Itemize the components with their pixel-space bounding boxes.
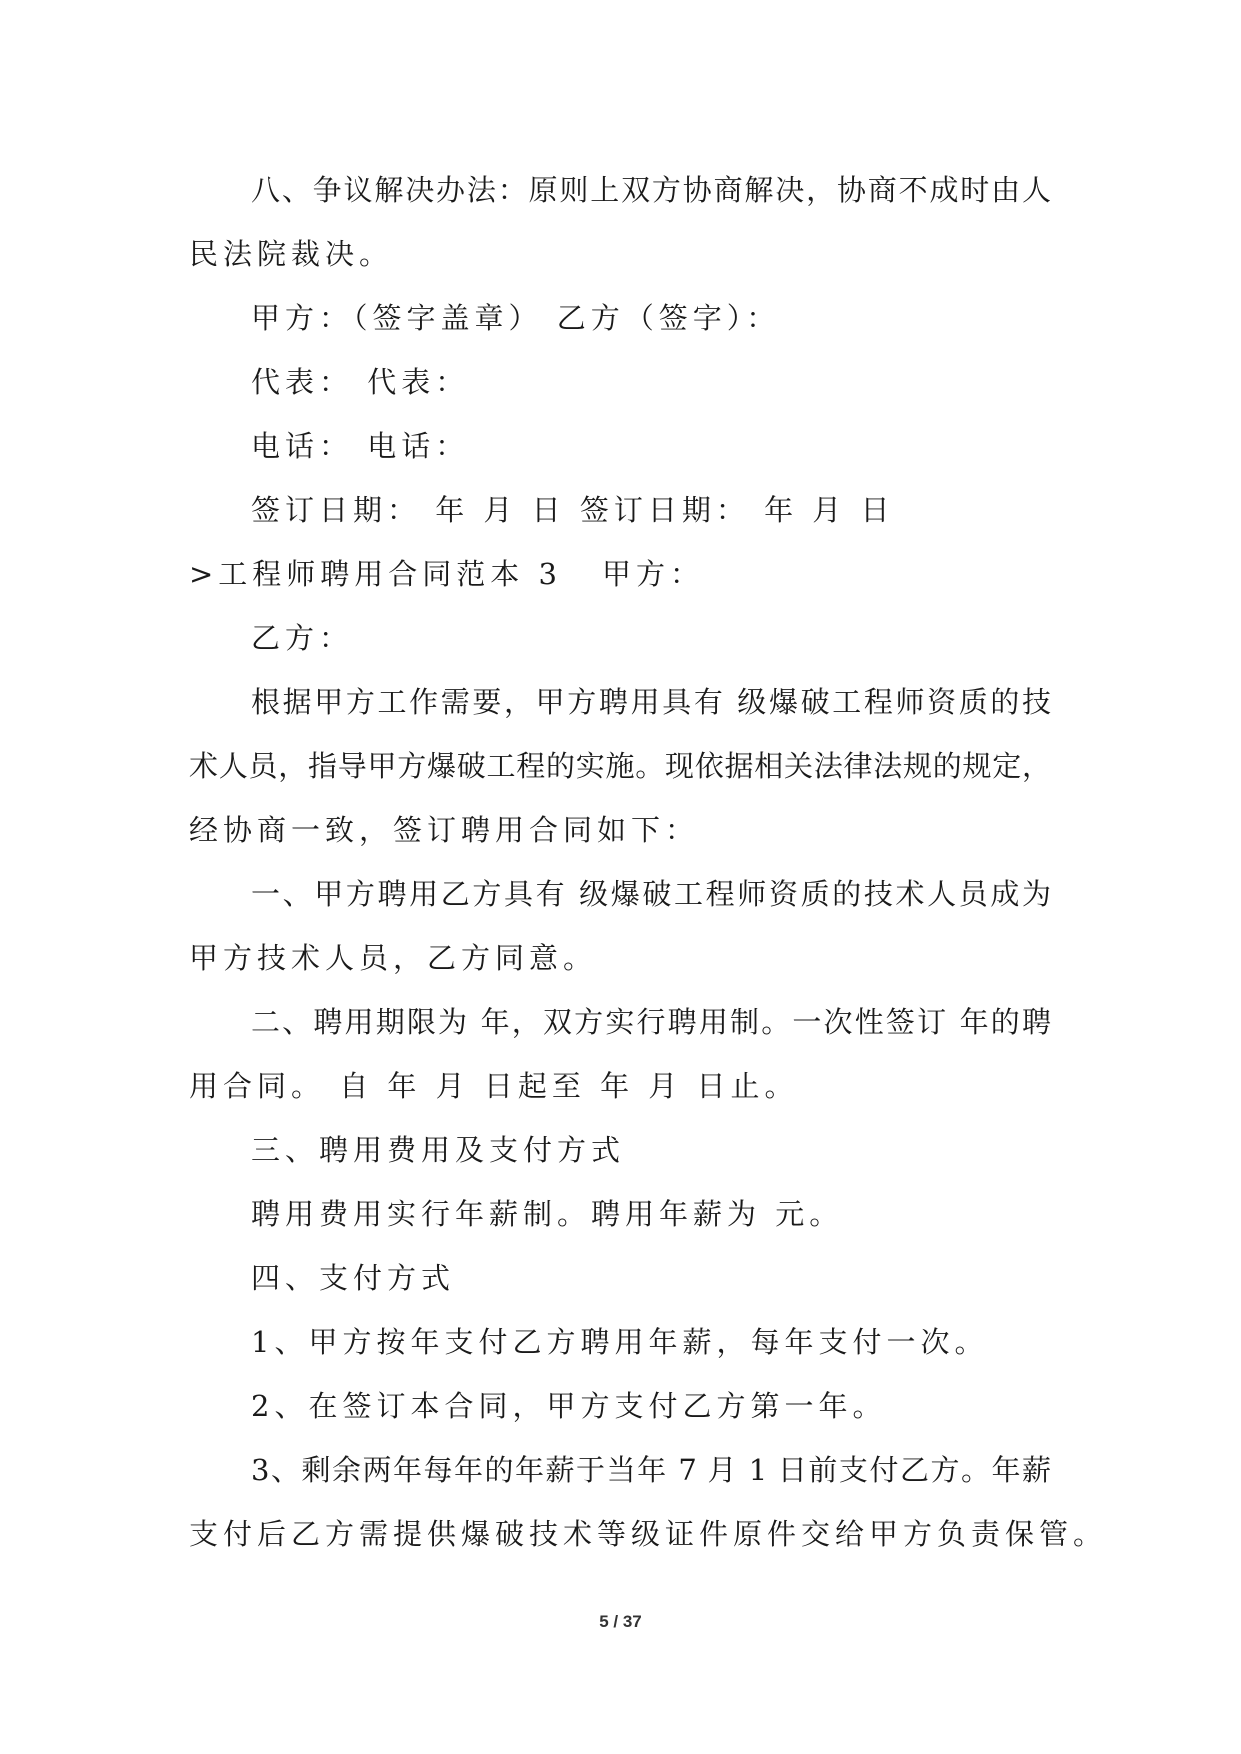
party-b-label: 乙方： bbox=[251, 621, 354, 655]
clause-line: 3、剩余两年每年的年薪于当年 7 月 1 日前支付乙方。年薪 bbox=[251, 1453, 1051, 1487]
paragraph-line: 经协商一致，签订聘用合同如下： bbox=[189, 813, 700, 847]
section-heading: 三、聘用费用及支付方式 bbox=[251, 1133, 626, 1167]
clause-line: 用合同。 自 年 月 日起至 年 月 日止。 bbox=[189, 1069, 799, 1103]
party-a-label: 甲方： bbox=[601, 557, 704, 591]
contract-heading-line bbox=[189, 542, 1051, 606]
section-heading: 四、支付方式 bbox=[251, 1261, 456, 1295]
clause-line: 2、在签订本合同，甲方支付乙方第一年。 bbox=[251, 1389, 887, 1423]
phone-line: 电话： 电话： bbox=[251, 429, 470, 463]
document-body bbox=[189, 158, 1108, 1566]
signing-date-line: 签订日期： 年 月 日 签订日期： 年 月 日 bbox=[251, 493, 895, 527]
clause-line: 甲方技术人员，乙方同意。 bbox=[189, 941, 598, 975]
signature-line: 甲方：（签字盖章） 乙方（签字）： bbox=[251, 301, 781, 335]
paragraph-line: 民法院裁决。 bbox=[189, 237, 394, 271]
paragraph-line: 根据甲方工作需要，甲方聘用具有 级爆破工程师资质的技 bbox=[251, 685, 1051, 719]
clause-line: 1、甲方按年支付乙方聘用年薪，每年支付一次。 bbox=[251, 1325, 989, 1359]
clause-line: 一、甲方聘用乙方具有 级爆破工程师资质的技术人员成为 bbox=[251, 877, 1051, 911]
page-number: 5 / 37 bbox=[599, 1612, 642, 1631]
clause-line: 聘用费用实行年薪制。聘用年薪为 元。 bbox=[251, 1197, 844, 1231]
clause-line: 支付后乙方需提供爆破技术等级证件原件交给甲方负责保管。 bbox=[189, 1517, 1108, 1551]
representative-line: 代表： 代表： bbox=[251, 365, 470, 399]
paragraph-line: 术人员，指导甲方爆破工程的实施。现依据相关法律法规的规定， bbox=[189, 749, 1051, 783]
contract-title: >工程师聘用合同范本 3 bbox=[189, 557, 562, 591]
paragraph-line: 八、争议解决办法：原则上双方协商解决，协商不成时由人 bbox=[251, 173, 1051, 207]
clause-line: 二、聘用期限为 年，双方实行聘用制。一次性签订 年的聘 bbox=[251, 1005, 1051, 1039]
